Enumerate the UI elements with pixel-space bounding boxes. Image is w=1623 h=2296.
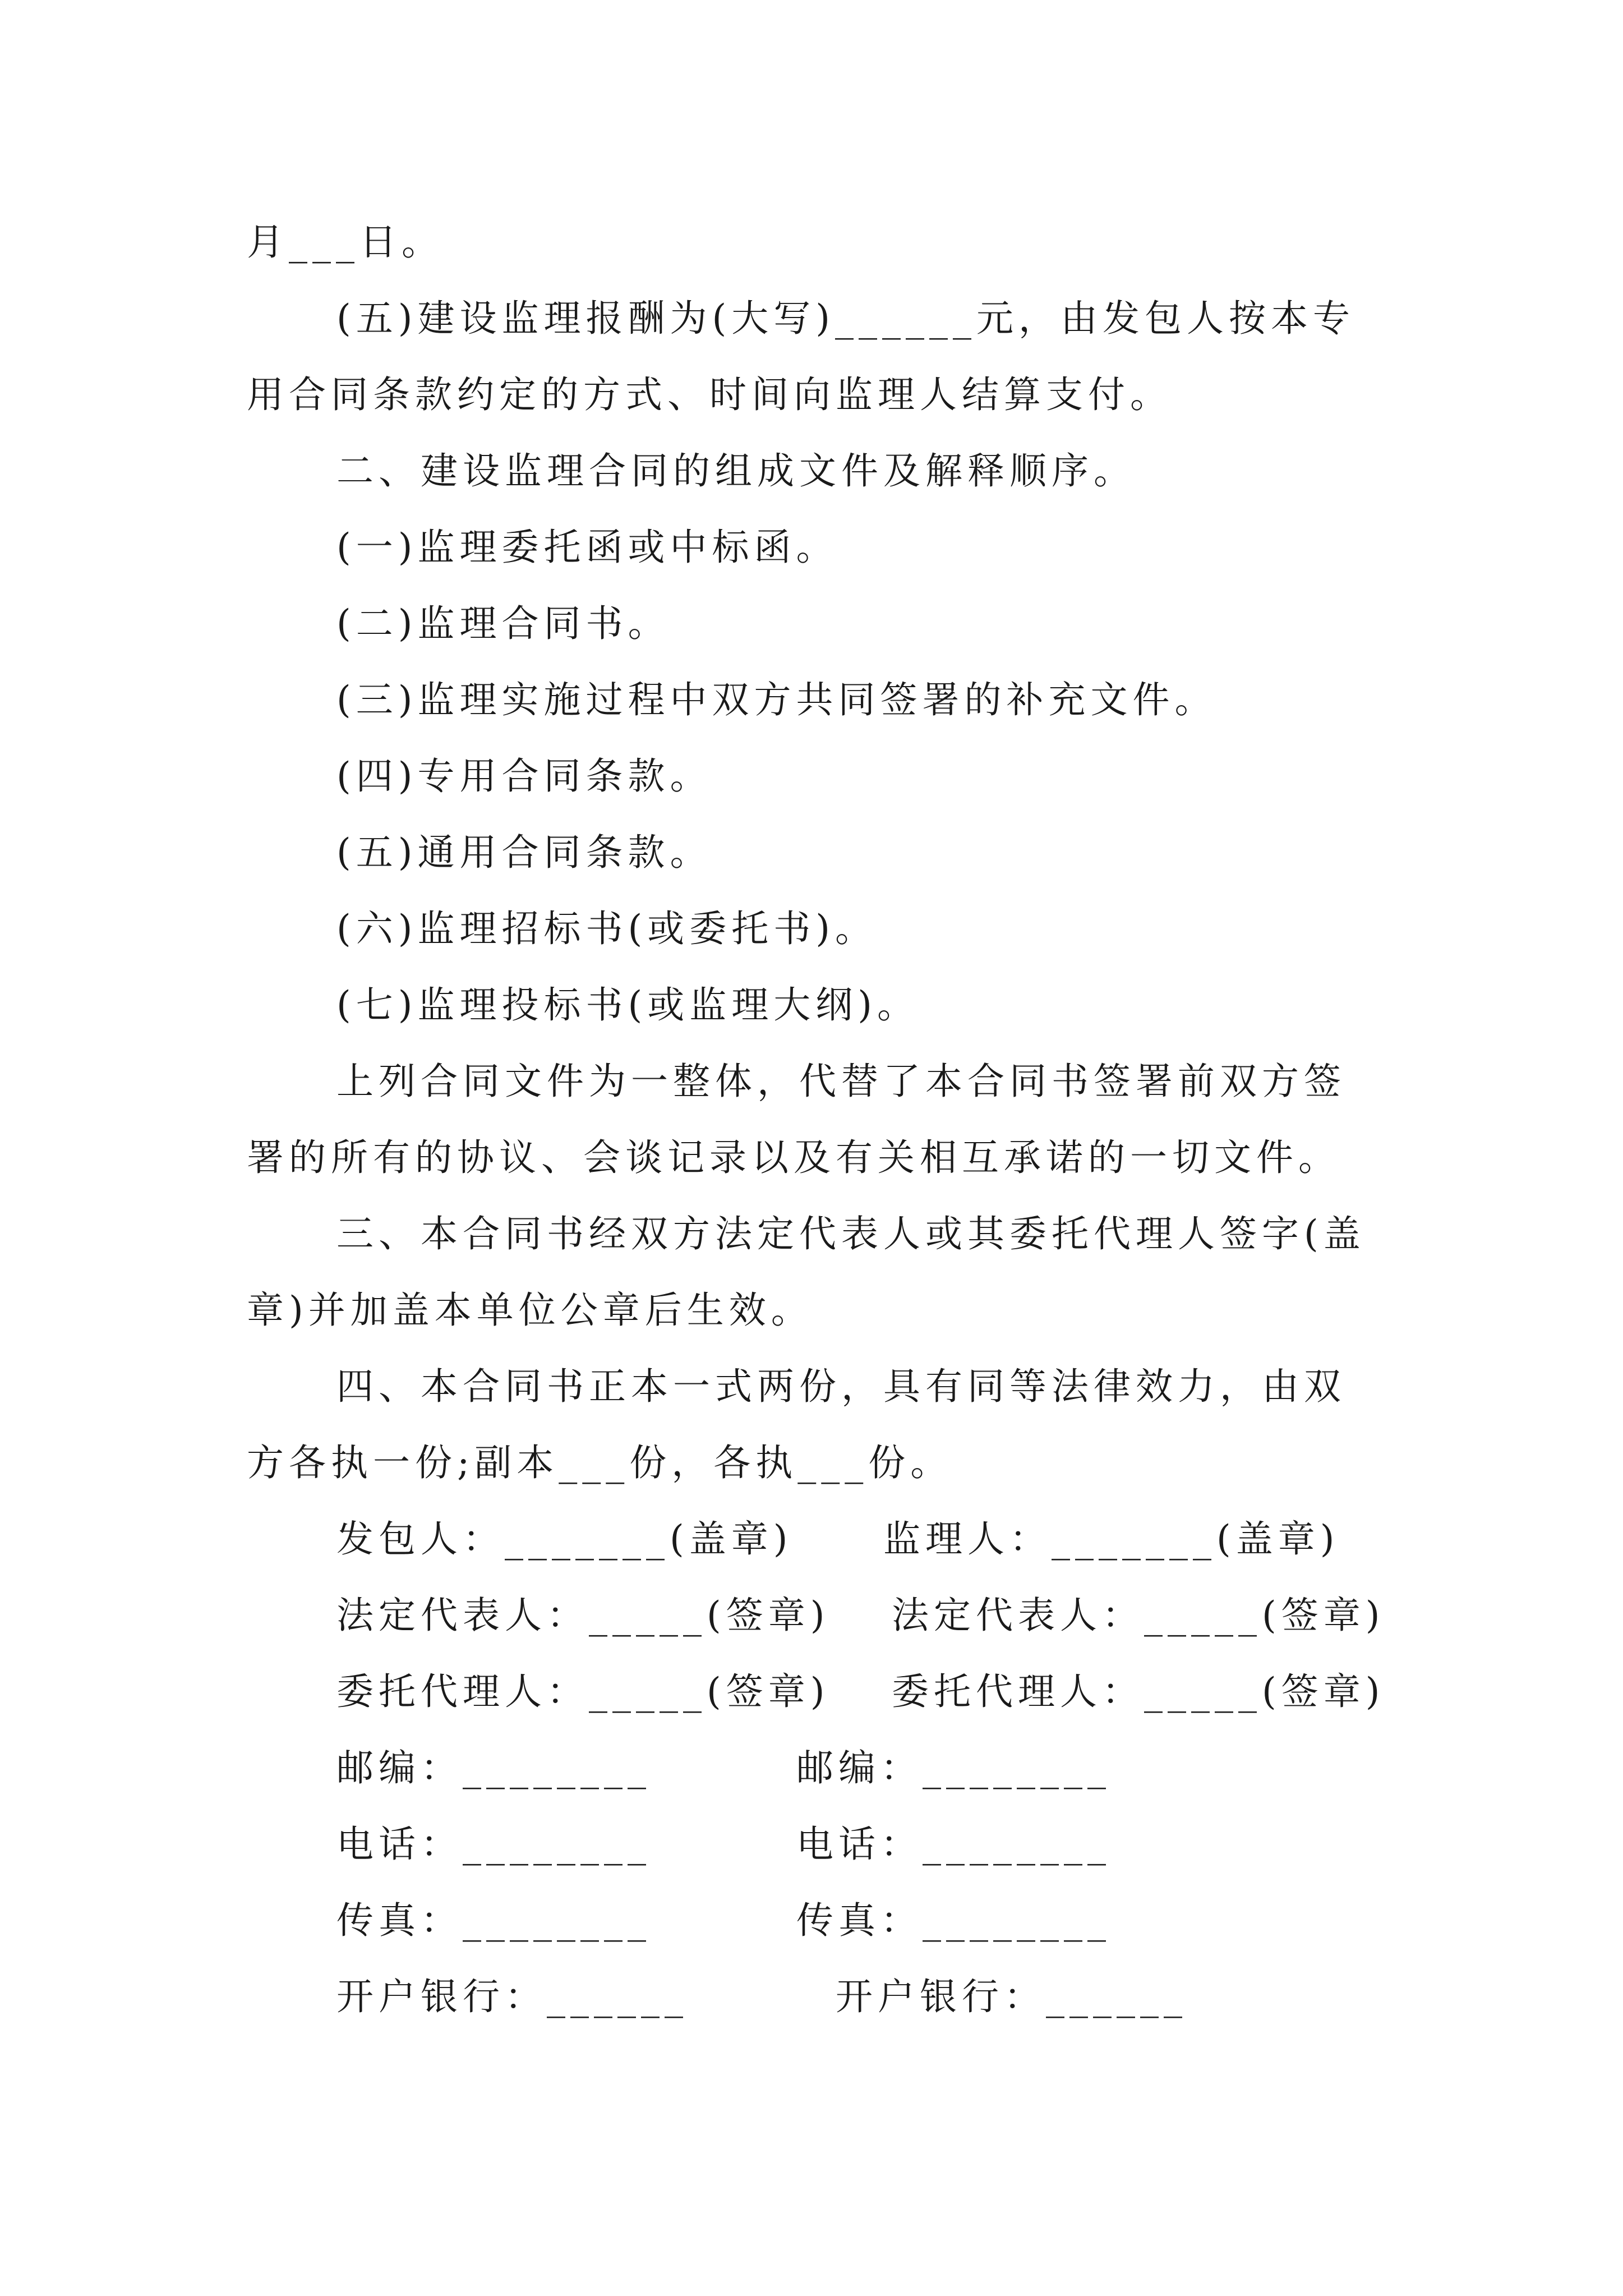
list-item: (一)监理委托函或中标函。	[336, 526, 838, 569]
employer-phone-field: 电话：________	[336, 1823, 651, 1866]
section-heading: 三、本合同书经双方法定代表人或其委托代理人签字(盖	[336, 1212, 1366, 1255]
employer-legal-rep-field: 法定代表人：_____(签章)	[336, 1594, 830, 1637]
list-item: (五)通用合同条款。	[336, 831, 712, 874]
supervisor-phone-field: 电话：________	[796, 1823, 1111, 1866]
section-heading: 二、建设监理合同的组成文件及解释顺序。	[336, 449, 1136, 493]
employer-postcode-field: 邮编：________	[336, 1746, 651, 1789]
paragraph-line: 方各执一份;副本___份，各执___份。	[247, 1441, 953, 1484]
employer-field: 发包人：_______(盖章)	[336, 1517, 793, 1561]
supervisor-legal-rep-field: 法定代表人：_____(签章)	[892, 1594, 1385, 1637]
list-item: (四)专用合同条款。	[336, 754, 712, 798]
paragraph-line: 署的所有的协议、会谈记录以及有关相互承诺的一切文件。	[247, 1136, 1340, 1179]
supervisor-postcode-field: 邮编：________	[796, 1746, 1111, 1789]
paragraph-line: 章)并加盖本单位公章后生效。	[247, 1289, 813, 1332]
supervisor-bank-field: 开户银行：______	[836, 1975, 1187, 2018]
supervisor-agent-field: 委托代理人：_____(签章)	[892, 1670, 1385, 1713]
section-heading: 四、本合同书正本一式两份，具有同等法律效力，由双	[336, 1365, 1346, 1408]
list-item: (三)监理实施过程中双方共同签署的补充文件。	[336, 678, 1217, 721]
paragraph-line: 用合同条款约定的方式、时间向监理人结算支付。	[247, 373, 1172, 416]
employer-bank-field: 开户银行：______	[336, 1975, 688, 2018]
list-item: (七)监理投标书(或监理大纲)。	[336, 983, 919, 1027]
paragraph-line: 上列合同文件为一整体，代替了本合同书签署前双方签	[336, 1060, 1346, 1103]
supervisor-field: 监理人：_______(盖章)	[883, 1517, 1340, 1561]
paragraph-line: 月___日。	[247, 220, 444, 264]
employer-fax-field: 传真：________	[336, 1899, 651, 1942]
supervisor-fax-field: 传真：________	[796, 1899, 1111, 1942]
employer-agent-field: 委托代理人：_____(签章)	[336, 1670, 830, 1713]
list-item: (六)监理招标书(或委托书)。	[336, 907, 877, 950]
list-item: (二)监理合同书。	[336, 602, 670, 645]
paragraph-line: (五)建设监理报酬为(大写)______元，由发包人按本专	[336, 297, 1355, 340]
